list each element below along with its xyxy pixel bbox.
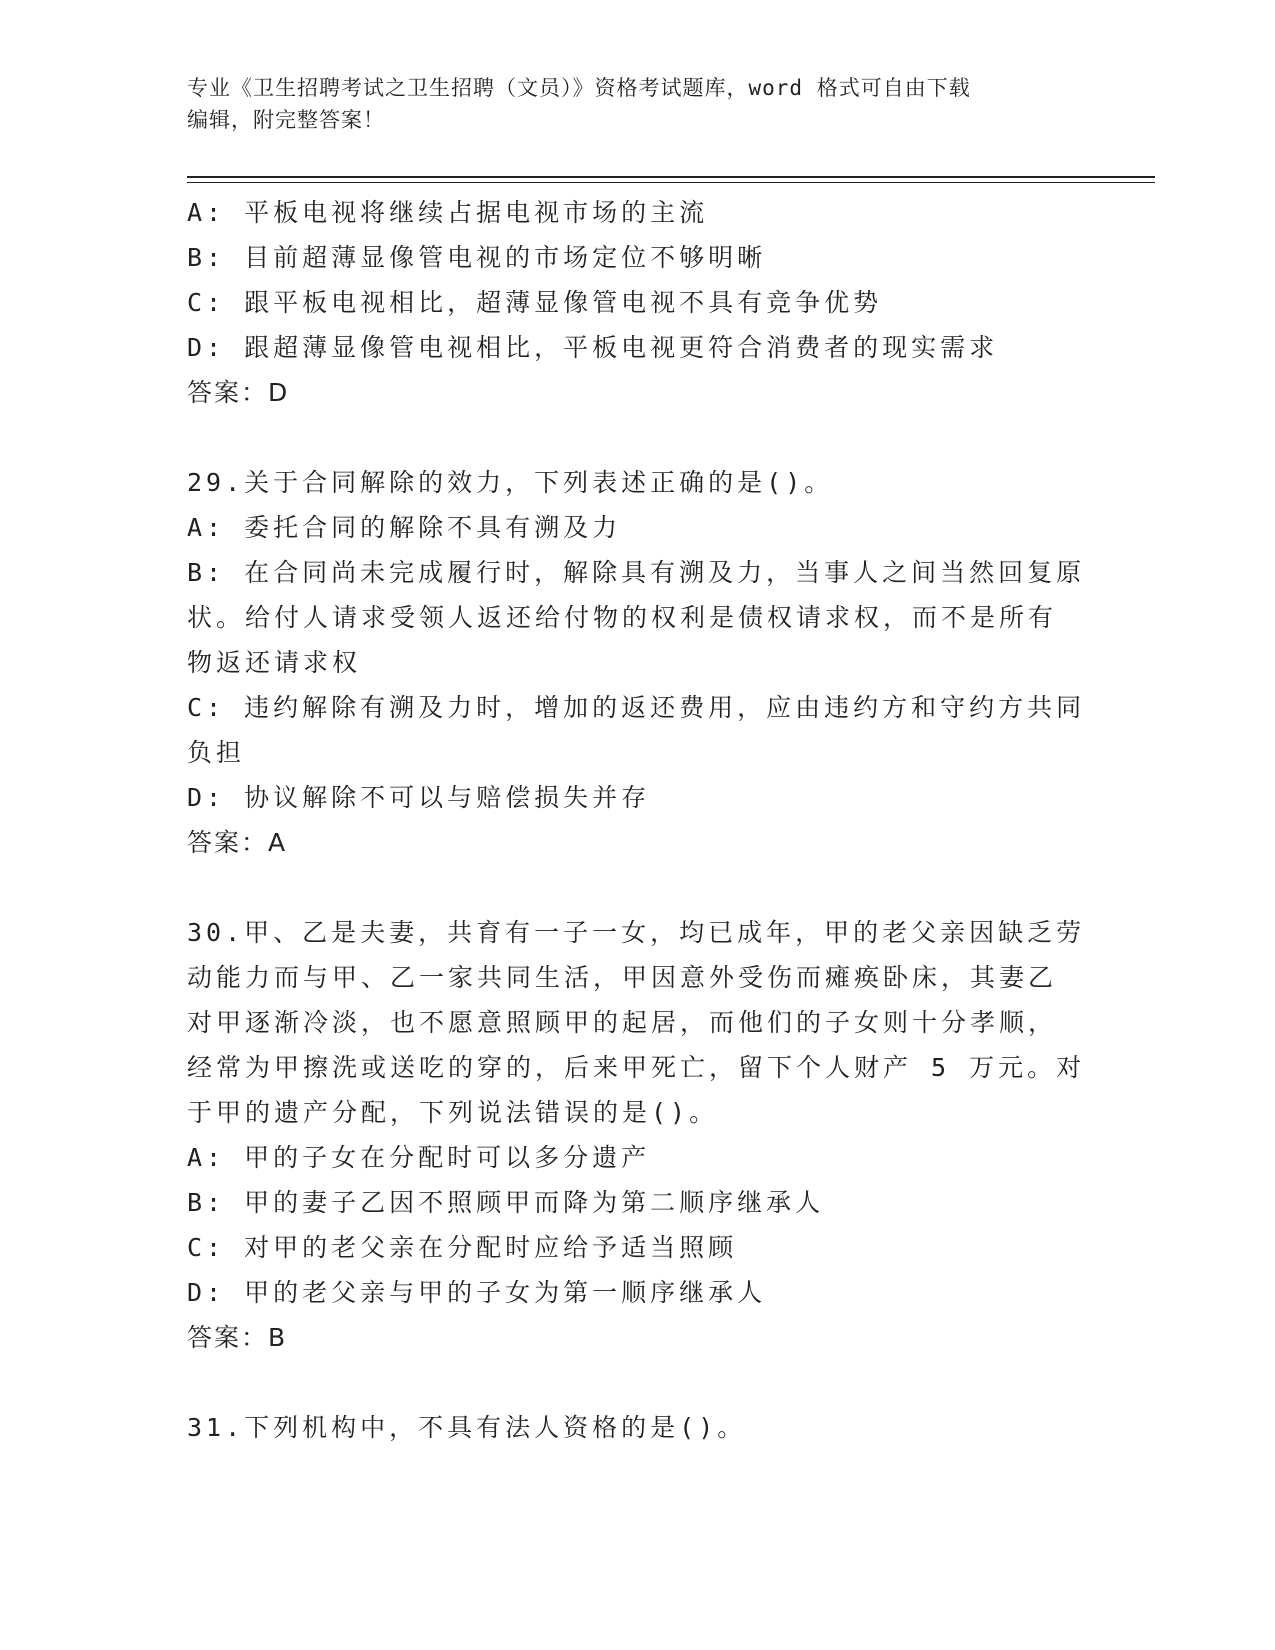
document-body	[187, 190, 1086, 1450]
q29-option-c-line-2: 负担	[187, 738, 246, 767]
q30-question-line-4: 经常为甲擦洗或送吃的穿的，后来甲死亡，留下个人财产 5 万元。对	[187, 1053, 1086, 1082]
q28-option-c: C: 跟平板电视相比，超薄显像管电视不具有竞争优势	[187, 288, 883, 317]
q31-question: 31.下列机构中，不具有法人资格的是()。	[187, 1413, 747, 1442]
q28-option-b: B: 目前超薄显像管电视的市场定位不够明晰	[187, 243, 767, 272]
q28-answer: 答案：D	[187, 378, 290, 407]
q29-option-b-line-1: B: 在合同尚未完成履行时，解除具有溯及力，当事人之间当然回复原	[187, 558, 1086, 587]
q30-option-a: A: 甲的子女在分配时可以多分遗产	[187, 1143, 651, 1172]
header-divider-thin	[187, 182, 1155, 183]
header-line-1: 专业《卫生招聘考试之卫生招聘（文员）》资格考试题库，word 格式可自由下载	[187, 76, 971, 100]
q29-option-b-line-2: 状。给付人请求受领人返还给付物的权利是债权请求权，而不是所有	[187, 603, 1058, 632]
document-header	[187, 72, 1067, 136]
q28-option-a: A: 平板电视将继续占据电视市场的主流	[187, 198, 709, 227]
q29-question: 29.关于合同解除的效力，下列表述正确的是()。	[187, 468, 834, 497]
q30-question-line-1: 30.甲、乙是夫妻，共育有一子一女，均已成年，甲的老父亲因缺乏劳	[187, 918, 1086, 947]
question-28-block	[187, 190, 1082, 415]
q30-question-line-5: 于甲的遗产分配，下列说法错误的是()。	[187, 1098, 719, 1127]
header-divider-thick	[187, 176, 1155, 178]
q29-option-d: D: 协议解除不可以与赔偿损失并存	[187, 783, 651, 812]
q30-question-line-2: 动能力而与甲、乙一家共同生活，甲因意外受伤而瘫痪卧床，其妻乙	[187, 963, 1058, 992]
spacer	[187, 415, 1082, 460]
q30-answer: 答案：B	[187, 1323, 288, 1352]
spacer	[187, 1360, 1082, 1405]
q29-option-c-line-1: C: 违约解除有溯及力时，增加的返还费用，应由违约方和守约方共同	[187, 693, 1086, 722]
spacer	[187, 865, 1082, 910]
q30-option-b: B: 甲的妻子乙因不照顾甲而降为第二顺序继承人	[187, 1188, 825, 1217]
question-31-block	[187, 1405, 1082, 1450]
header-line-2: 编辑，附完整答案！	[187, 108, 385, 132]
question-30-block	[187, 910, 1086, 1360]
q29-option-b-line-3: 物返还请求权	[187, 648, 362, 677]
q30-option-c: C: 对甲的老父亲在分配时应给予适当照顾	[187, 1233, 738, 1262]
q28-option-d: D: 跟超薄显像管电视相比，平板电视更符合消费者的现实需求	[187, 333, 999, 362]
q30-question-line-3: 对甲逐渐冷淡，也不愿意照顾甲的起居，而他们的子女则十分孝顺，	[187, 1008, 1058, 1037]
q30-option-d: D: 甲的老父亲与甲的子女为第一顺序继承人	[187, 1278, 767, 1307]
q29-answer: 答案：A	[187, 828, 288, 857]
q29-option-a: A: 委托合同的解除不具有溯及力	[187, 513, 622, 542]
question-29-block	[187, 460, 1086, 865]
